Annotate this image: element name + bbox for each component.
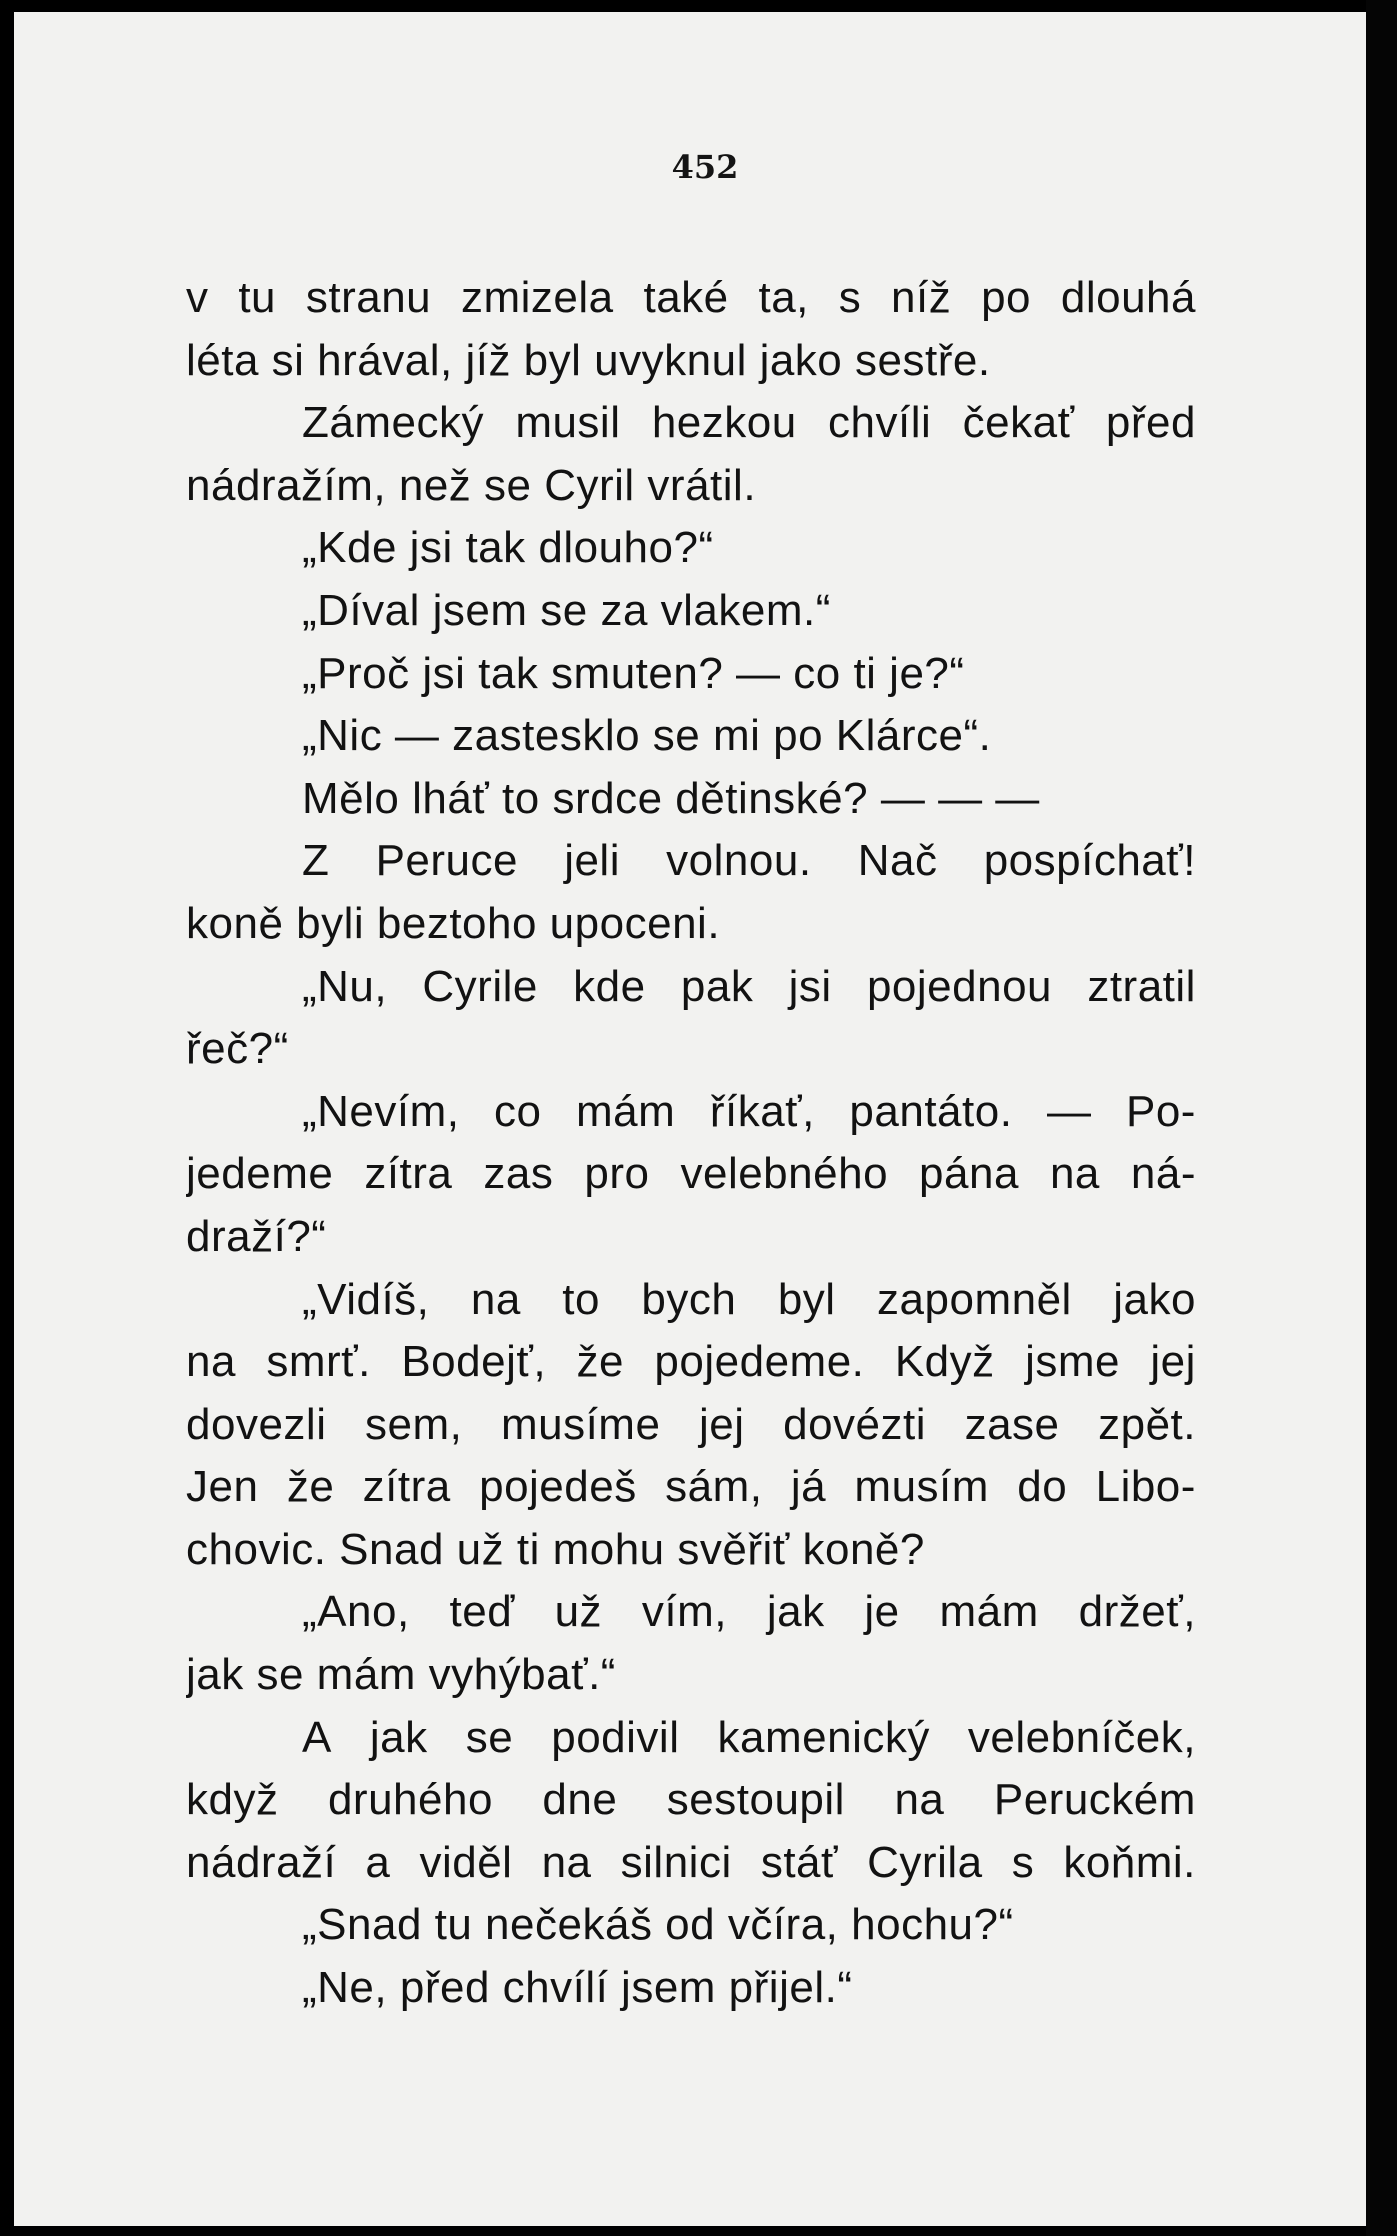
text-line xyxy=(186,1081,1196,1144)
word: sám, xyxy=(665,1462,763,1512)
word: na xyxy=(470,1274,521,1324)
word: stáť xyxy=(760,1837,839,1887)
word: na xyxy=(894,1775,945,1825)
word: zpět. xyxy=(1098,1399,1196,1449)
word: Cyrila xyxy=(867,1837,983,1887)
text-line xyxy=(186,1957,1196,2020)
text-line xyxy=(186,705,1196,768)
word: na xyxy=(186,1337,236,1387)
word: dovezli xyxy=(186,1399,327,1449)
word: stranu xyxy=(305,273,432,322)
word: jak xyxy=(369,1712,428,1762)
word: pospíchať! xyxy=(983,836,1196,886)
word: Z xyxy=(302,836,330,886)
word: kde xyxy=(573,961,646,1011)
word: dovézti xyxy=(783,1399,927,1449)
text-line xyxy=(186,267,1196,330)
word: níž xyxy=(891,273,952,322)
text-line xyxy=(186,1456,1196,1519)
word: před xyxy=(1105,398,1196,448)
word: jako xyxy=(1113,1274,1196,1324)
word: Peruce xyxy=(375,836,518,886)
word: byl xyxy=(777,1274,836,1324)
word: pak xyxy=(680,961,754,1011)
word: mám xyxy=(576,1086,676,1136)
line-text: „Nic — zastesklo se mi po Klárce“. xyxy=(302,711,992,761)
word: bych xyxy=(641,1274,737,1324)
line-text: léta si hrával, jíž byl uvyknul jako sestře. xyxy=(186,335,991,385)
line-text: „Kde jsi tak dlouho?“ xyxy=(302,523,714,573)
word: Zámecký xyxy=(302,398,484,448)
word: jak xyxy=(766,1587,825,1637)
word: jej xyxy=(1150,1337,1196,1387)
word: jedeme xyxy=(186,1149,334,1199)
word: co xyxy=(494,1086,542,1136)
word: už xyxy=(554,1587,603,1637)
word: já xyxy=(790,1462,827,1512)
word: po xyxy=(981,273,1032,322)
word: když xyxy=(186,1775,279,1825)
text-line xyxy=(186,1331,1196,1394)
word: zapomněl xyxy=(877,1274,1072,1324)
word: tu xyxy=(238,273,277,322)
line-text: „Ne, před chvílí jsem přijel.“ xyxy=(302,1963,853,2013)
word: Nač xyxy=(857,836,938,886)
word: hezkou xyxy=(651,398,797,448)
word: chvíli xyxy=(828,398,932,448)
word: — xyxy=(1046,1086,1092,1136)
line-text: nádražím, než se Cyril vrátil. xyxy=(186,460,757,510)
word: musím xyxy=(854,1462,989,1512)
line-text: jak se mám vyhýbať.“ xyxy=(186,1650,616,1700)
text-line xyxy=(186,1644,1196,1707)
word: velebného xyxy=(680,1149,889,1199)
word: mám xyxy=(939,1587,1039,1637)
text-line xyxy=(186,1581,1196,1644)
word: pojednou xyxy=(866,961,1053,1011)
word: kamenický xyxy=(717,1712,930,1762)
text-line xyxy=(186,1394,1196,1457)
word: „Ano, xyxy=(302,1587,410,1637)
word: na xyxy=(1049,1149,1100,1199)
line-text: draží?“ xyxy=(186,1211,327,1261)
word: nádraží xyxy=(186,1837,337,1887)
word: musíme xyxy=(500,1399,661,1449)
line-text: „Díval jsem se za vlakem.“ xyxy=(302,585,831,635)
word: zítra xyxy=(362,1462,451,1512)
word: Po- xyxy=(1125,1086,1196,1136)
text-line xyxy=(186,1143,1196,1206)
word: jsi xyxy=(788,961,832,1011)
word: také xyxy=(643,273,729,322)
line-text: Mělo lháť to srdce dětinské? — — — xyxy=(302,773,1040,823)
word: ta, xyxy=(758,273,809,322)
word: druhého xyxy=(327,1775,493,1825)
word: „Vidíš, xyxy=(302,1274,430,1324)
page-number: 452 xyxy=(671,148,739,186)
word: že xyxy=(286,1462,335,1512)
text-line xyxy=(186,455,1196,518)
text-line xyxy=(186,830,1196,893)
book-page xyxy=(14,12,1366,2226)
word: pro xyxy=(584,1149,650,1199)
word: koňmi. xyxy=(1063,1837,1196,1887)
line-text: chovic. Snad už ti mohu svěřiť koně? xyxy=(186,1524,925,1574)
text-line xyxy=(186,1769,1196,1832)
scan-edge xyxy=(1366,0,1397,2236)
word: viděl xyxy=(419,1837,513,1887)
word: s xyxy=(838,273,862,322)
word: jeli xyxy=(564,836,620,886)
text-line xyxy=(186,580,1196,643)
word: pána xyxy=(919,1149,1019,1199)
word: čekať xyxy=(962,398,1075,448)
text-line xyxy=(186,1894,1196,1957)
word: dne xyxy=(542,1775,618,1825)
word: je xyxy=(864,1587,900,1637)
text-line xyxy=(186,768,1196,831)
word: vím, xyxy=(641,1587,727,1637)
text-line xyxy=(186,1519,1196,1582)
word: Peruckém xyxy=(993,1775,1196,1825)
word: jej xyxy=(699,1399,745,1449)
text-line xyxy=(186,1707,1196,1770)
text-line xyxy=(186,392,1196,455)
word: podivil xyxy=(551,1712,680,1762)
word: zas xyxy=(483,1149,554,1199)
word: teď xyxy=(449,1587,515,1637)
word: velebníček, xyxy=(967,1712,1196,1762)
text-line xyxy=(186,330,1196,393)
text-line xyxy=(186,517,1196,580)
word: že xyxy=(576,1337,624,1387)
word: Cyrile xyxy=(422,961,538,1011)
text-line xyxy=(186,956,1196,1019)
body-text xyxy=(186,267,1196,2020)
word: sem, xyxy=(365,1399,463,1449)
word: v xyxy=(186,273,209,322)
word: říkať, xyxy=(709,1086,815,1136)
word: „Nevím, xyxy=(302,1086,460,1136)
word: držeť, xyxy=(1078,1587,1196,1637)
word: Libo- xyxy=(1095,1462,1196,1512)
word: se xyxy=(465,1712,514,1762)
word: to xyxy=(562,1274,600,1324)
line-text: řeč?“ xyxy=(186,1024,289,1074)
word: A xyxy=(302,1712,332,1762)
word: zase xyxy=(964,1399,1060,1449)
word: do xyxy=(1017,1462,1068,1512)
word: pojedeš xyxy=(479,1462,637,1512)
word: s xyxy=(1011,1837,1035,1887)
word: dlouhá xyxy=(1060,273,1196,322)
word: jsme xyxy=(1025,1337,1120,1387)
word: „Nu, xyxy=(302,961,388,1011)
line-text: koně byli beztoho upoceni. xyxy=(186,898,721,948)
word: ztratil xyxy=(1087,961,1196,1011)
word: sestoupil xyxy=(666,1775,845,1825)
text-line xyxy=(186,1269,1196,1332)
word: Bodejť, xyxy=(401,1337,547,1387)
word: silnici xyxy=(620,1837,732,1887)
word: zmizela xyxy=(460,273,614,322)
text-line xyxy=(186,643,1196,706)
word: musil xyxy=(515,398,621,448)
text-line xyxy=(186,1206,1196,1269)
line-text: „Snad tu nečekáš od včíra, hochu?“ xyxy=(302,1900,1014,1950)
text-line xyxy=(186,1018,1196,1081)
word: Jen xyxy=(186,1462,259,1512)
line-text: „Proč jsi tak smuten? — co ti je?“ xyxy=(302,648,965,698)
word: ná- xyxy=(1130,1149,1196,1199)
word: na xyxy=(541,1837,592,1887)
word: smrť. xyxy=(266,1337,371,1387)
word: pojedeme. xyxy=(654,1337,865,1387)
word: a xyxy=(365,1837,391,1887)
word: pantáto. xyxy=(849,1086,1013,1136)
word: Když xyxy=(894,1337,995,1387)
text-line xyxy=(186,893,1196,956)
word: zítra xyxy=(364,1149,453,1199)
text-line xyxy=(186,1832,1196,1895)
word: volnou. xyxy=(666,836,812,886)
